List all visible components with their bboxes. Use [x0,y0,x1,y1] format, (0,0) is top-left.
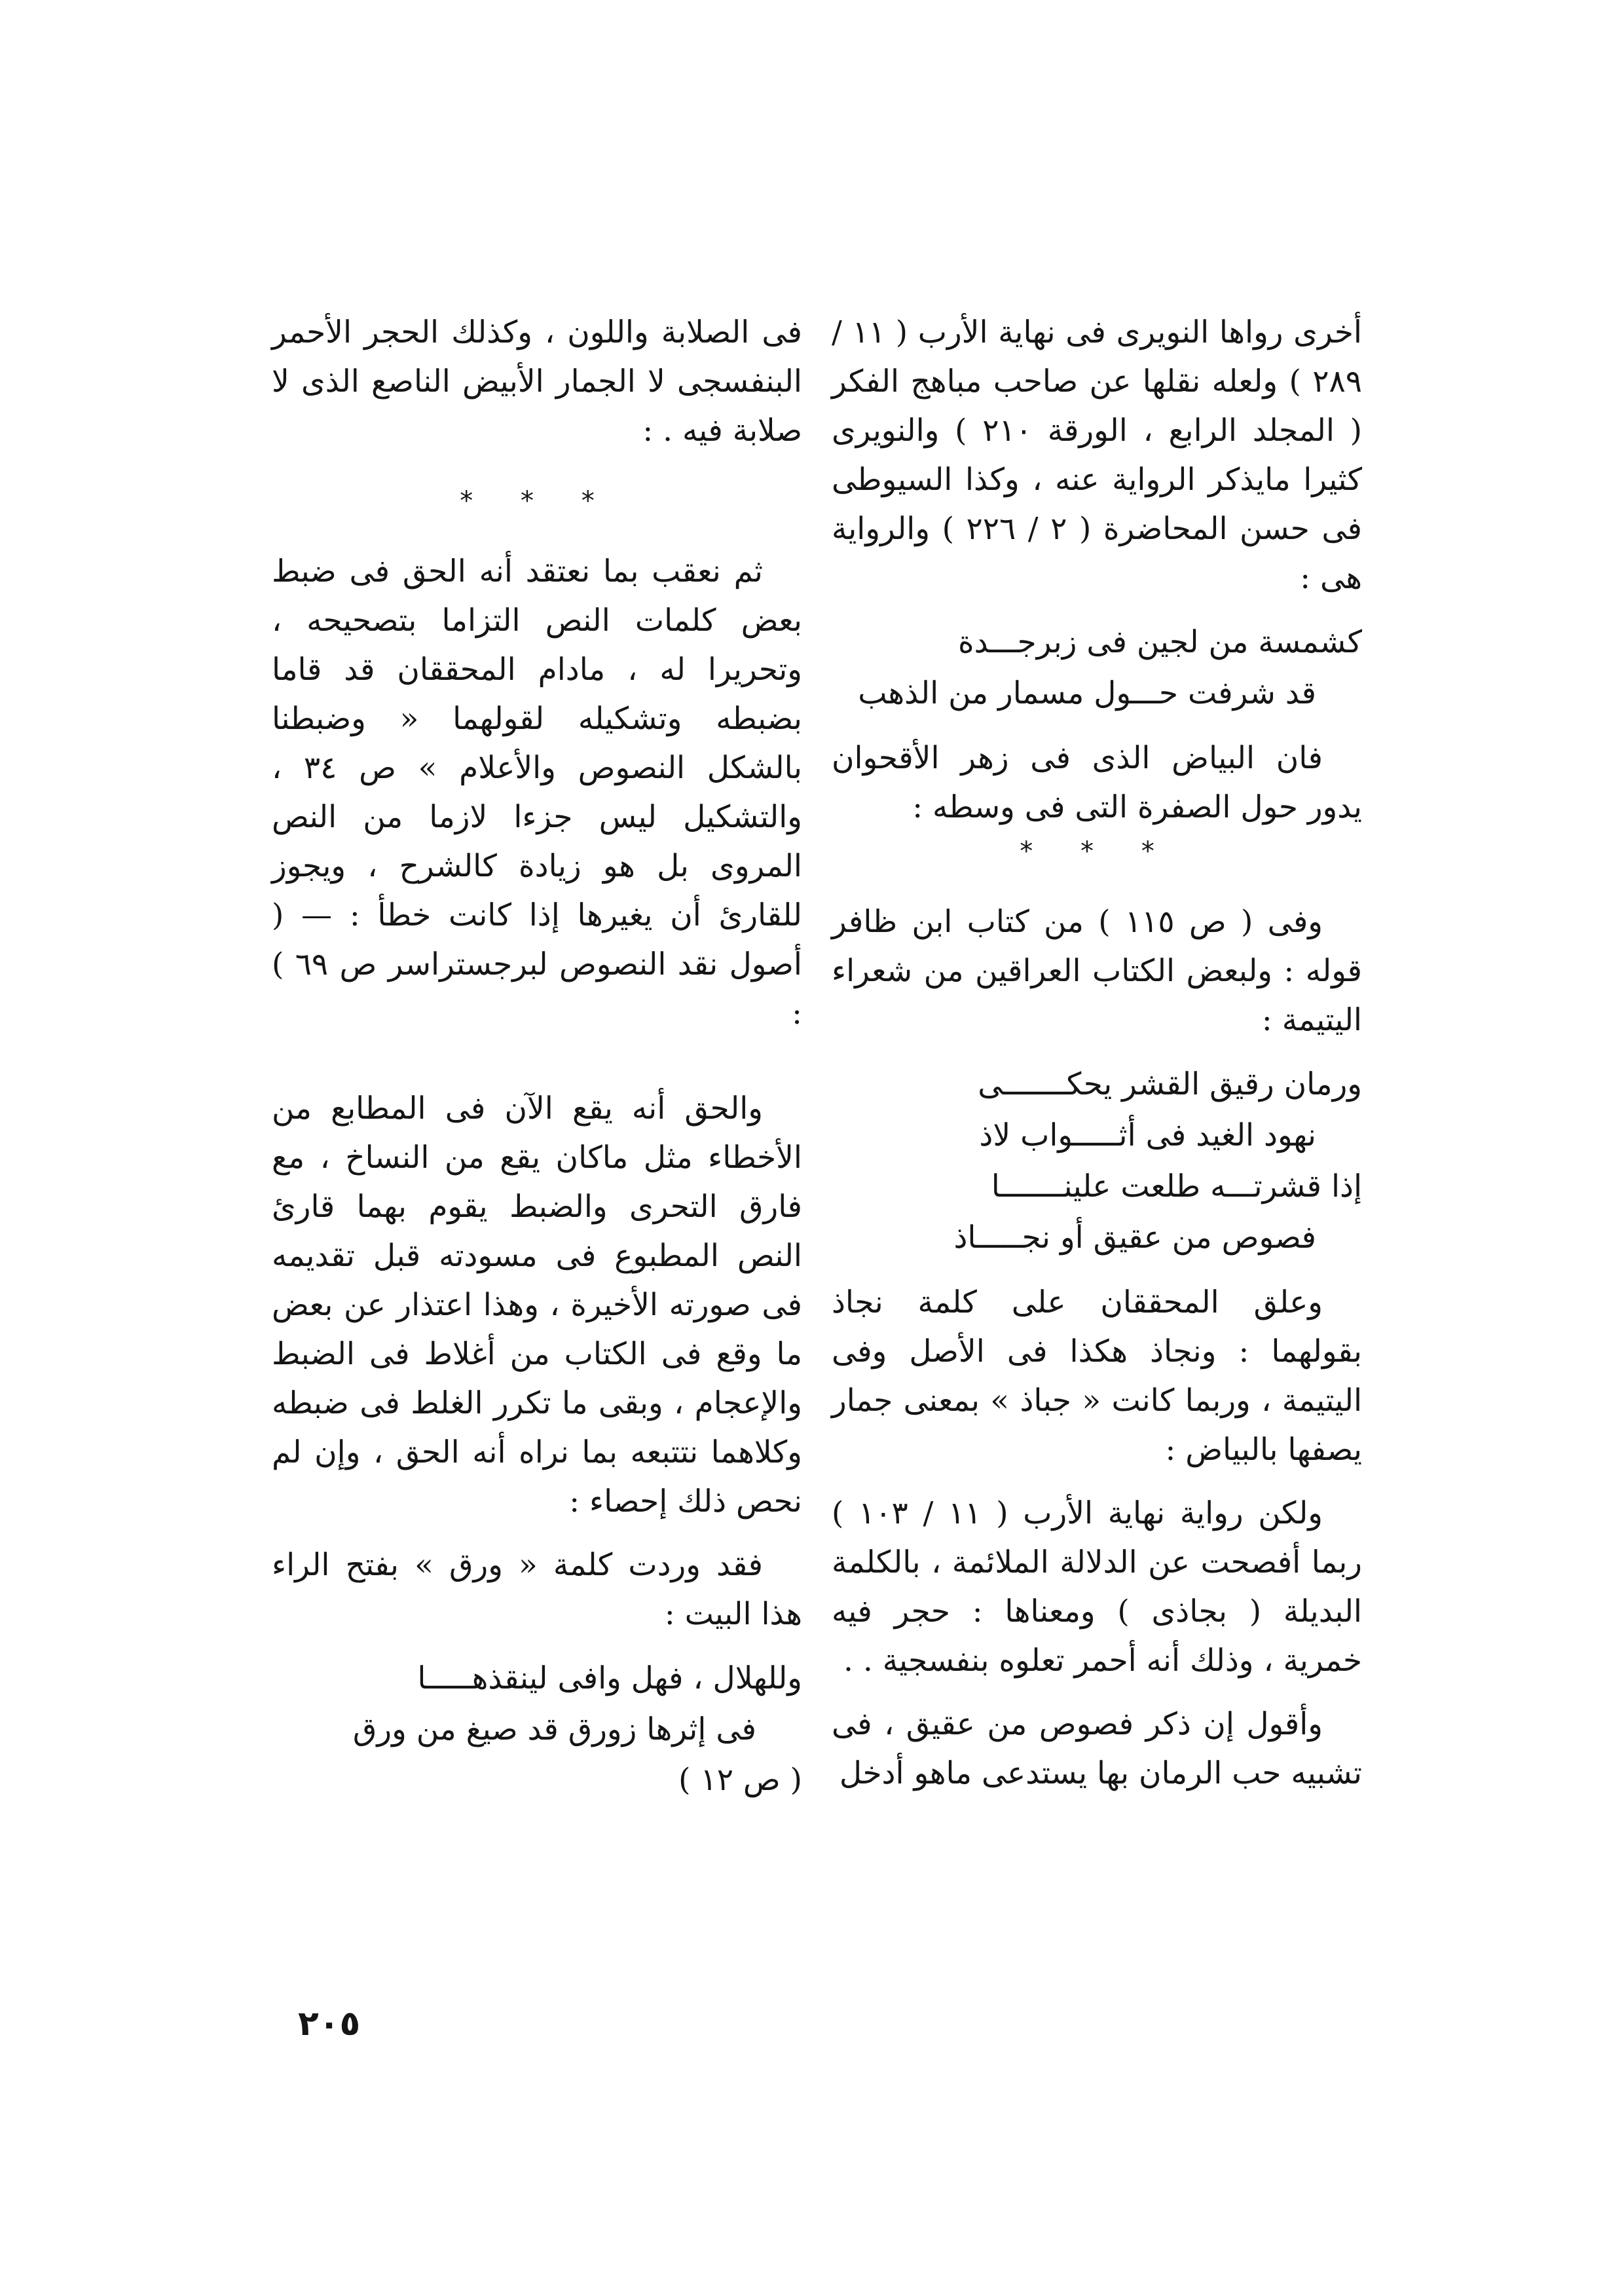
verse-couplet [832,617,1362,719]
section-separator: * * * [1020,836,1174,867]
paragraph: ولكن رواية نهاية الأرب ( ١١ / ١٠٣ ) ربما أفصحت عن الدلالة الملائمة ، بالكلمة البديلة ( بجاذى ) ومعناها : حجر فيه خمرية ، وذلك أنه أحمر تعلوه بنفسجية . . [832,1495,1362,1679]
paragraph: وعلق المحققان على كلمة نجاذ بقولهما : ونجاذ هكذا فى الأصل وفى اليتيمة ، وربما كانت « جباذ » بمعنى جمار يصفها بالبياض : [832,1284,1362,1468]
paragraph: وفى ( ص ١١٥ ) من كتاب ابن ظافر قوله : ولبعض الكتاب العراقين من شعراء اليتيمة : [832,904,1362,1038]
paragraph: فان البياض الذى فى زهر الأقحوان يدور حول الصفرة التى فى وسطه : [832,740,1362,825]
paragraph: أخرى رواها النويرى فى نهاية الأرب ( ١١ / ٢٨٩ ) ولعله نقلها عن صاحب مباهج الفكر ( المجلد الرابع ، الورقة ٢١٠ ) والنويرى كثيرا مايذكر الرواية عنه ، وكذا السيوطى فى حسن المحاضرة ( ٢ / ٢٢٦ ) والرواية هى : [832,314,1363,596]
paragraph: وأقول إن ذكر فصوص من عقيق ، فى تشبيه حب الرمان بها يستدعى ماهو أدخل [832,1706,1362,1791]
paragraph: ثم نعقب بما نعتقد أنه الحق فى ضبط بعض كلمات النص التزاما بتصحيحه ، وتحريرا له ، مادام المحققان قد قاما بضبطه وتشكيله لقولهما « وضبطنا بالشكل النصوص والأعلام » ص ٣٤ ، والتشكيل ليس جزءا لازما من النص المروى بل هو زيادة كالشرح ، ويجوز للقارئ أن يغيرها إذا كانت خطأ : — ( أصول نقد النصوص لبرجستراسر ص ٦٩ ) : [272,553,802,1032]
section-separator: * * * [460,486,614,516]
verse-hemistich: فى إثرها زورق قد صيغ من ورق [352,1711,756,1747]
page-number: ٢٠٥ [298,2004,361,2043]
paragraph: فى الصلابة واللون ، وكذلك الحجر الأحمر البنفسجى لا الجمار الأبيض الناصع الذى لا صلابة فيه . : [272,314,802,449]
verse-quatrain [832,1059,1362,1263]
page-reference: ( ص ١٢ ) [678,1762,802,1798]
verse-hemistich: وللهلال ، فهل وافى لينقذهـــــا [417,1660,802,1696]
left-column [272,308,802,1804]
verse-line: نهود الغيد فى أثـــــواب لاذ [979,1117,1316,1153]
verse-couplet [272,1653,802,1755]
right-column [832,308,1362,1798]
verse-hemistich: كشمسة من لجين فى زبرجـــدة [958,624,1362,660]
paragraph: فقد وردت كلمة « ورق » بفتح الراء هذا البيت : [272,1547,802,1632]
verse-hemistich: قد شرفت حـــول مسمار من الذهب [858,675,1316,711]
verse-line: إذا قشرتـــه طلعت علينـــــــا [991,1168,1362,1204]
paragraph: والحق أنه يقع الآن فى المطابع من الأخطاء مثل ماكان يقع من النساخ ، مع فارق التحرى والضبط يقوم بهما قارئ النص المطبوع فى مسودته قبل تقديمه فى صورته الأخيرة ، وهذا اعتذار عن بعض ما وقع فى الكتاب من أغلاط فى الضبط والإعجام ، وبقى ما تكرر الغلط فى ضبطه وكلاهما نتتبعه بما نراه أنه الحق ، وإن لم نحص ذلك إحصاء : [272,1091,802,1520]
verse-line: ورمان رقيق القشر يحكـــــــى [978,1066,1362,1102]
verse-line: فصوص من عقيق أو نجـــــاذ [953,1220,1316,1256]
